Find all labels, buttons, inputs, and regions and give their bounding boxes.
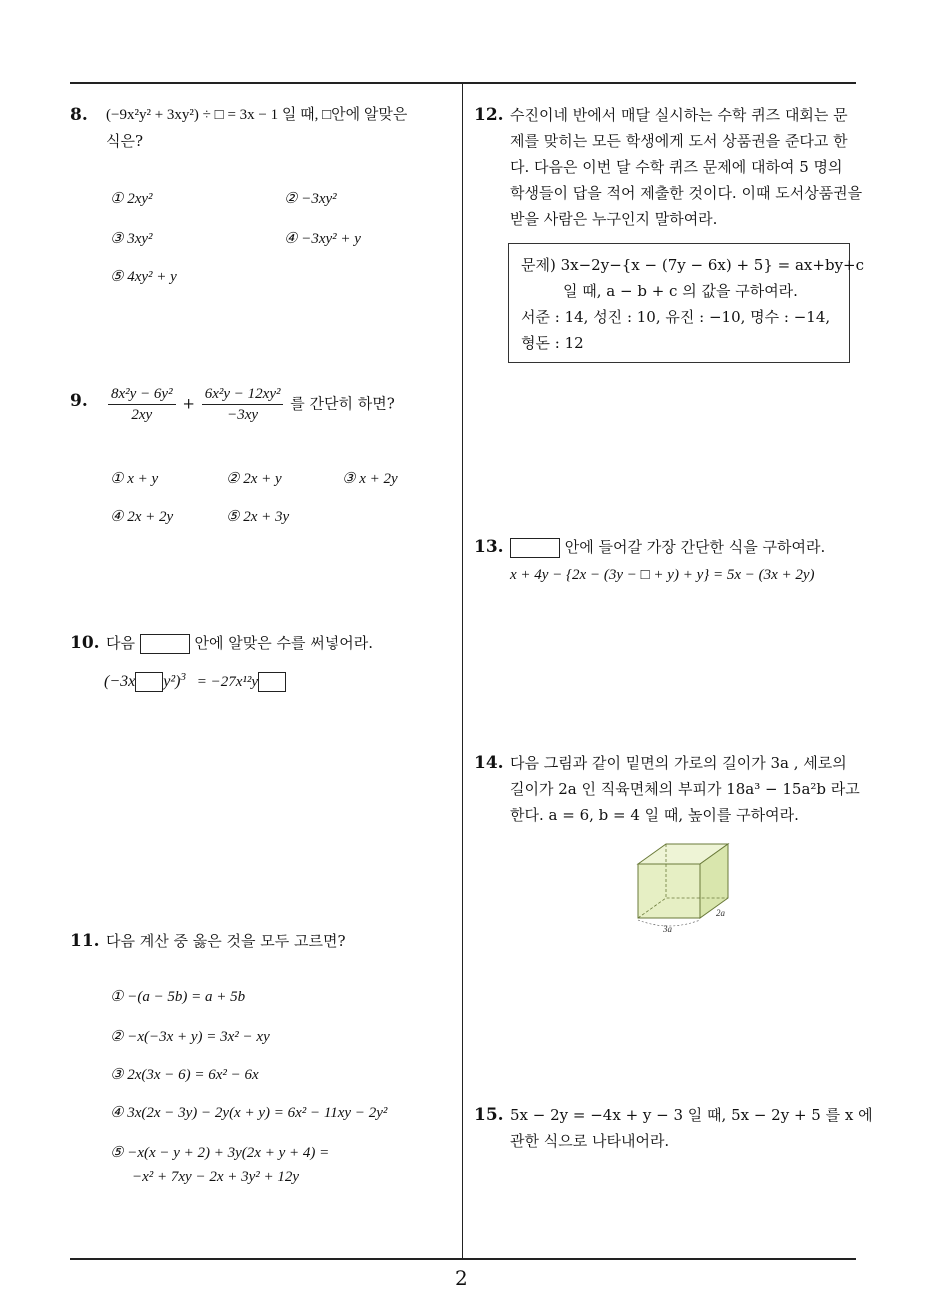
- answer-blank[interactable]: [510, 538, 560, 558]
- equation: x + 4y − {2x − (3y − □ + y) + y} = 5x − (3x + 2y): [510, 567, 815, 583]
- stem-line: 받을 사람은 누구인지 말하여라.: [510, 210, 718, 228]
- stem-line: (−9x²y² + 3xy²) ÷ □ = 3x − 1 일 때, □안에 알맞은: [106, 107, 408, 123]
- question-stem: [510, 750, 860, 828]
- question-stem: [106, 630, 373, 656]
- stem-line: 수진이네 반에서 매달 실시하는 수학 퀴즈 대회는 문: [510, 106, 848, 124]
- question-stem: [510, 534, 825, 560]
- stem-line: 제를 맞히는 모든 학생에게 도서 상품권을 준다고 한: [510, 132, 848, 150]
- question-15: [474, 1102, 873, 1162]
- stem-line: 5x − 2y = −4x + y − 3 일 때, 5x − 2y + 5 를 x 에: [510, 1106, 873, 1124]
- option-1[interactable]: ① −(a − 5b) = a + 5b: [110, 989, 246, 1005]
- width-label: 3a: [663, 924, 672, 934]
- option-1[interactable]: ① 2xy²: [110, 191, 153, 207]
- option-1[interactable]: ① x + y: [110, 471, 159, 487]
- question-number: 9.: [70, 391, 88, 411]
- box-line: 형돈 : 12: [521, 334, 584, 352]
- stem-tail: 를 간단히 하면?: [290, 394, 395, 413]
- option-2[interactable]: ② −3xy²: [284, 191, 337, 207]
- question-stem: [510, 1102, 873, 1154]
- answer-blank[interactable]: [258, 672, 286, 692]
- question-number: 13.: [474, 537, 504, 557]
- stem-post: 안에 알맞은 수를 써넣어라.: [194, 634, 374, 652]
- stem-line: 식은?: [106, 132, 144, 150]
- question-number: 12.: [474, 105, 504, 125]
- cuboid-figure: [628, 840, 738, 936]
- stem-line: 한다. a = 6, b = 4 일 때, 높이를 구하여라.: [510, 806, 799, 824]
- question-number: 10.: [70, 633, 100, 653]
- option-5-continued: −x² + 7xy − 2x + 3y² + 12y: [132, 1169, 300, 1185]
- expr-mid: y²): [163, 673, 181, 690]
- fraction-numerator: 8x²y − 6y²: [108, 384, 176, 405]
- page-number: 2: [455, 1266, 468, 1290]
- equation: [104, 664, 286, 695]
- fraction-1: [108, 384, 176, 425]
- expr-rhs: = −27x¹²y: [196, 674, 259, 690]
- problem-box: [508, 243, 865, 363]
- option-5[interactable]: ⑤ −x(x − y + 2) + 3y(2x + y + 4) =: [110, 1145, 330, 1161]
- stem-line: 관한 식으로 나타내어라.: [510, 1132, 670, 1150]
- option-4[interactable]: ④ 2x + 2y: [110, 509, 174, 525]
- question-9: [70, 388, 460, 538]
- question-number: 11.: [70, 931, 100, 951]
- question-stem: [106, 384, 395, 425]
- box-line: 문제) 3x−2y−{x − (7y − 6x) + 5} = ax+by+c: [521, 256, 865, 274]
- question-14: [474, 750, 864, 840]
- option-3[interactable]: ③ 3xy²: [110, 231, 153, 247]
- fraction-denominator: 2xy: [131, 407, 153, 423]
- question-number: 14.: [474, 753, 504, 773]
- stem-line: 다. 다음은 이번 달 수학 퀴즈 문제에 대하여 5 명의: [510, 158, 843, 176]
- expr-open: (−3x: [104, 673, 136, 690]
- option-3[interactable]: ③ 2x(3x − 6) = 6x² − 6x: [110, 1067, 259, 1083]
- question-stem: [106, 928, 346, 954]
- option-5[interactable]: ⑤ 4xy² + y: [110, 269, 177, 285]
- bottom-rule: [70, 1258, 856, 1260]
- stem-line: 다음 그림과 같이 밑면의 가로의 길이가 3a , 세로의: [510, 754, 847, 772]
- stem-pre: 다음: [106, 634, 135, 652]
- plus-sign: +: [182, 394, 195, 413]
- answer-blank[interactable]: [140, 634, 190, 654]
- expr-exponent: 3: [180, 671, 186, 683]
- question-stem: [510, 102, 862, 232]
- fraction-2: [202, 384, 284, 425]
- box-line: 일 때, a − b + c 의 값을 구하여라.: [563, 282, 798, 300]
- option-2[interactable]: ② −x(−3x + y) = 3x² − xy: [110, 1029, 270, 1045]
- option-4[interactable]: ④ 3x(2x − 3y) − 2y(x + y) = 6x² − 11xy − 2y²: [110, 1105, 388, 1121]
- depth-label: 2a: [716, 908, 725, 918]
- option-2[interactable]: ② 2x + y: [226, 471, 282, 487]
- top-rule: [70, 82, 856, 84]
- stem-line: 길이가 2a 인 직육면체의 부피가 18a³ − 15a²b 라고: [510, 780, 860, 798]
- question-10: [70, 630, 460, 710]
- question-11: [70, 928, 460, 1198]
- stem-text: 안에 들어갈 가장 간단한 식을 구하여라.: [564, 538, 826, 556]
- question-number: 8.: [70, 105, 88, 125]
- option-4[interactable]: ④ −3xy² + y: [284, 231, 361, 247]
- fraction-denominator: −3xy: [227, 407, 259, 423]
- option-3[interactable]: ③ x + 2y: [342, 471, 398, 487]
- box-line: 서준 : 14, 성진 : 10, 유진 : −10, 명수 : −14,: [521, 308, 831, 326]
- question-stem: [106, 102, 407, 154]
- cube-front-face: [638, 864, 700, 918]
- stem-line: 다음 계산 중 옳은 것을 모두 고르면?: [106, 932, 346, 950]
- question-8: [70, 102, 460, 292]
- option-5[interactable]: ⑤ 2x + 3y: [226, 509, 290, 525]
- column-divider: [462, 83, 463, 1259]
- fraction-numerator: 6x²y − 12xy²: [202, 384, 284, 405]
- stem-line: 학생들이 답을 적어 제출한 것이다. 이때 도서상품권을: [510, 184, 863, 202]
- answer-blank[interactable]: [135, 672, 163, 692]
- question-number: 15.: [474, 1105, 504, 1125]
- question-13: [474, 534, 864, 594]
